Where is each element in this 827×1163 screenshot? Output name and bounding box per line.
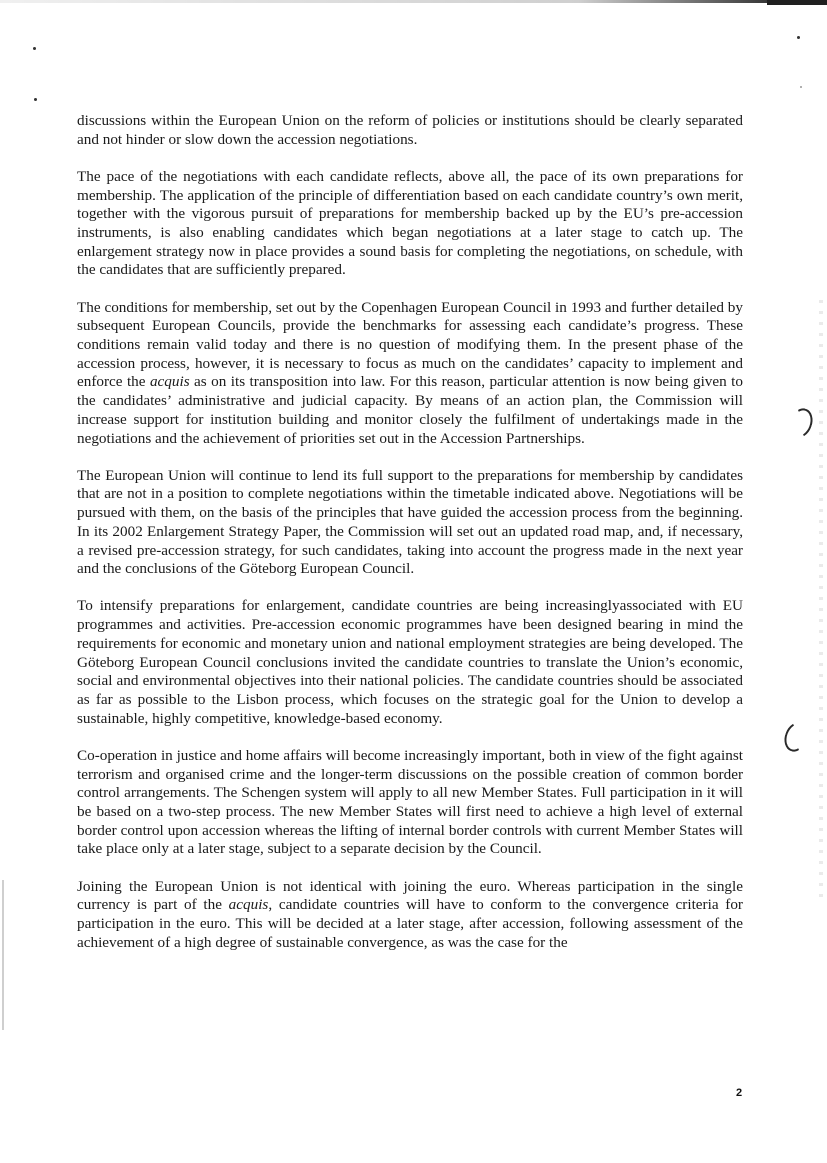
paragraph: discussions within the European Union on the reform of policies or institutions should be clearly separated and not hinder or slow down the accession negotiations. <box>77 112 743 148</box>
page-number: 2 <box>736 1087 743 1099</box>
punch-hole-mark <box>786 405 817 441</box>
scan-speck <box>800 86 802 88</box>
scan-speck <box>33 47 36 50</box>
punch-hole-mark <box>781 719 812 755</box>
paragraph: Co-operation in justice and home affairs will become increasingly important, both in view of the fight against terrorism and organised crime and the longer-term discussions on the possible creation of common border control arrangements. The Schengen system will apply to all new Member States. Full participation in it will be based on a two-step process. The new Member States will first need to achieve a high level of external border control upon accession whereas the lifting of internal border controls with current Member States will take place only at a later stage, subject to a separate decision by the Council. <box>77 746 743 858</box>
scan-left-edge <box>2 880 4 1030</box>
scan-speck <box>34 98 37 101</box>
paragraph: The pace of the negotiations with each candidate reflects, above all, the pace of its own preparations for membership. The application of the principle of differentiation based on each candidate country’s own merit, together with the vigorous pursuit of preparations for membership backed up by the EU’s pre-accession instruments, is also enabling candidates which began negotiations at a later stage to catch up. The enlargement strategy now in place provides a sound basis for completing the negotiations, on schedule, with the candidates that are sufficiently prepared. <box>77 167 743 279</box>
italic-term: acquis <box>149 373 190 391</box>
body-text <box>77 112 743 952</box>
scan-speck <box>797 36 800 39</box>
paragraph: The European Union will continue to lend its full support to the preparations for membership by candidates that are not in a position to complete negotiations within the timetable indicated above. Negotiations will be pursued with them, on the basis of the principles that have guided the accession process from the beginning. In its 2002 Enlargement Strategy Paper, the Commission will set out an updated road map, and, if necessary, a revised pre-accession strategy, for such candidates, taking into account the progress made in the next year and the conclusions of the Göteborg European Council. <box>77 466 743 578</box>
scan-top-edge <box>0 0 827 3</box>
scan-corner-mark <box>767 0 827 5</box>
scan-right-edge <box>819 300 823 900</box>
paragraph: The conditions for membership, set out by the Copenhagen European Council in 1993 and further detailed by subsequent European Councils, provide the benchmarks for assessing each candidate’s progress. These conditions remain valid today and there is no question of modifying them. In the present phase of the accession process, however, it is necessary to focus as much on the candidates’ capacity to implement and enforce the acquis as on its transposition into law. For this reason, particular attention is now being given to the candidates’ administrative and judicial capacity. By means of an action plan, the Commission will increase support for institution building and monitor closely the fulfilment of undertakings made in the negotiations and the achievement of priorities set out in the Accession Partnerships. <box>77 298 743 447</box>
paragraph: To intensify preparations for enlargement, candidate countries are being increasinglyassociated with EU programmes and activities. Pre-accession economic programmes have been designed bearing in mind the requirements for economic and monetary union and national employment strategies are being developed. The Göteborg European Council conclusions invited the candidate countries to translate the Union’s economic, social and environmental objectives into their national policies. The candidate countries should be associated as far as possible to the Lisbon process, which focuses on the strategic goal for the Union to develop a sustainable, highly competitive, knowledge-based economy. <box>77 597 743 727</box>
paragraph: Joining the European Union is not identical with joining the euro. Whereas participation in the single currency is part of the acquis, candidate countries will have to conform to the convergence criteria for participation in the euro. This will be decided at a later stage, after accession, following assessment of the achievement of a high degree of sustainable convergence, as was the case for the <box>77 877 743 951</box>
italic-term: acquis <box>228 896 269 914</box>
